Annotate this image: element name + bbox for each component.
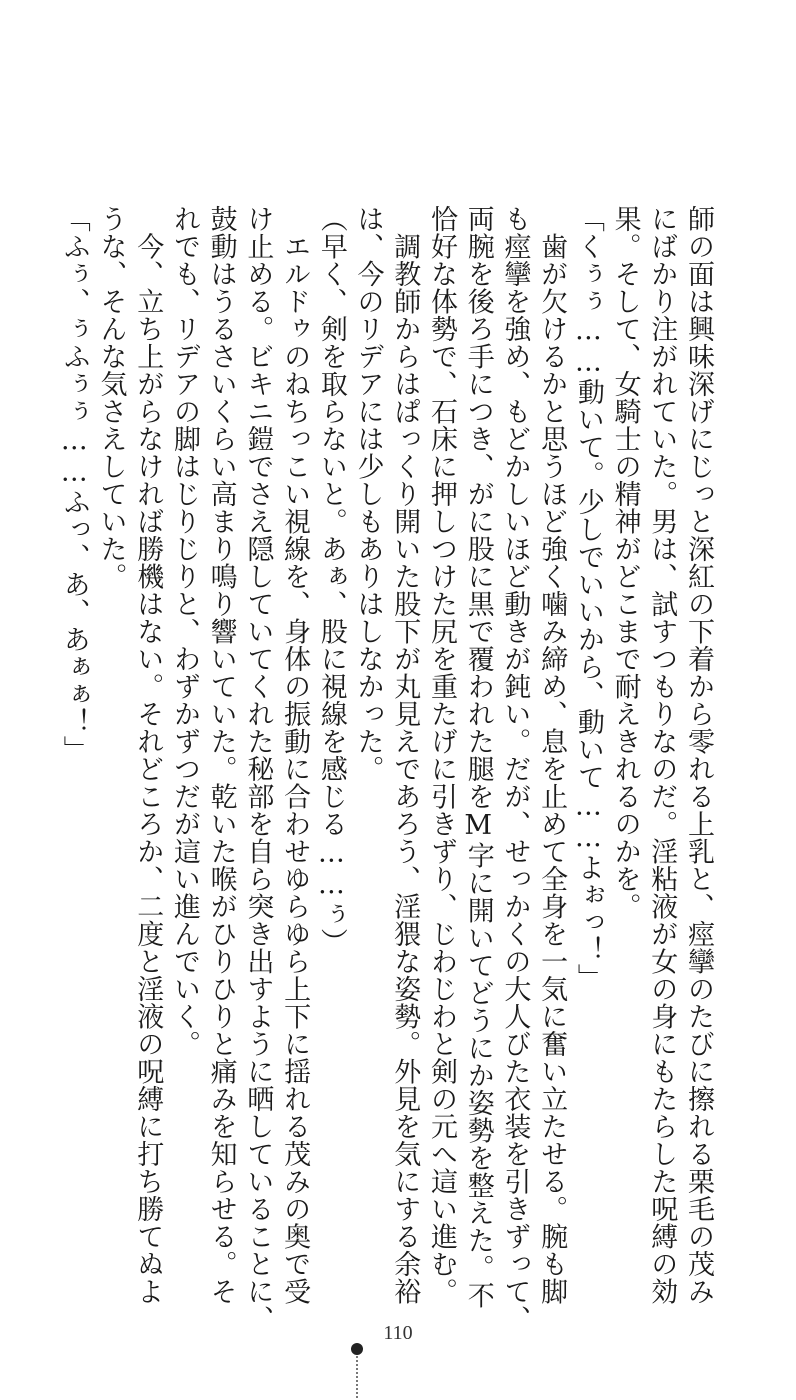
text-line: 調教師からはぱっくり開いた股下が丸見えであろう、淫猥な姿勢。外見を気にする余裕 (389, 205, 421, 1305)
text-line: うな、そんな気さえしていた。 (95, 205, 127, 590)
page-marker-line (356, 1356, 358, 1400)
text-line: 「ふぅ、ぅふぅぅ……ふっ、あ、あぁぁ！」 (58, 205, 90, 763)
text-line: にばかり注がれていた。男は、試すつもりなのだ。淫粘液が女の身にもたらした呪縛の効 (646, 205, 678, 1305)
text-line: 歯が欠けるかと思うほど強く噛み締め、息を止めて全身を一気に奮い立たせる。腕も脚 (536, 205, 568, 1305)
text-line: 「くぅぅ……動いて。少しでいいから、動いて……よぉっ！」 (572, 205, 604, 991)
text-line: も痙攣を強め、もどかしいほど動きが鈍い。だが、せっかくの大人びた衣装を引きずって、 (499, 205, 531, 1333)
text-line: 恰好な体勢で、石床に押しつけた尻を重たげに引きずり、じわじわと剣の元へ這い進む。 (425, 205, 457, 1305)
page-number: 110 (383, 1322, 413, 1344)
text-line: 師の面は興味深げにじっと深紅の下着から零れる上乳と、痙攣のたびに擦れる栗毛の茂み (683, 205, 714, 1305)
page-marker-dot (351, 1343, 363, 1355)
text-line: 両腕を後ろ手につき、がに股に黒で覆われた腿をM字に開いてどうにか姿勢を整えた。不 (462, 205, 494, 1309)
text-line: 果。そして、女騎士の精神がどこまで耐えきれるのかを。 (609, 205, 641, 920)
text-line: エルドゥのねちっこい視線を、身体の振動に合わせゆらゆら上下に揺れる茂みの奥で受 (279, 205, 311, 1305)
text-line: け止める。ビキニ鎧でさえ隠していてくれた秘部を自ら突き出すように晒していることに、 (242, 205, 274, 1333)
text-line: は、今のリデアには少しもありはしなかった。 (352, 205, 384, 783)
text-line: れでも、リデアの脚はじりじりと、わずかずつだが這い進んでいく。 (168, 205, 200, 1058)
text-line: 今、立ち上がらなければ勝機はない。それどころか、二度と淫液の呪縛に打ち勝てぬよ (132, 205, 164, 1305)
text-line: （早く、剣を取らないと。あぁ、股に視線を感じる……ぅ） (315, 205, 347, 956)
text-line: 鼓動はうるさいくらい高まり鳴り響いていた。乾いた喉がひりひりと痛みを知らせる。そ (205, 205, 237, 1305)
